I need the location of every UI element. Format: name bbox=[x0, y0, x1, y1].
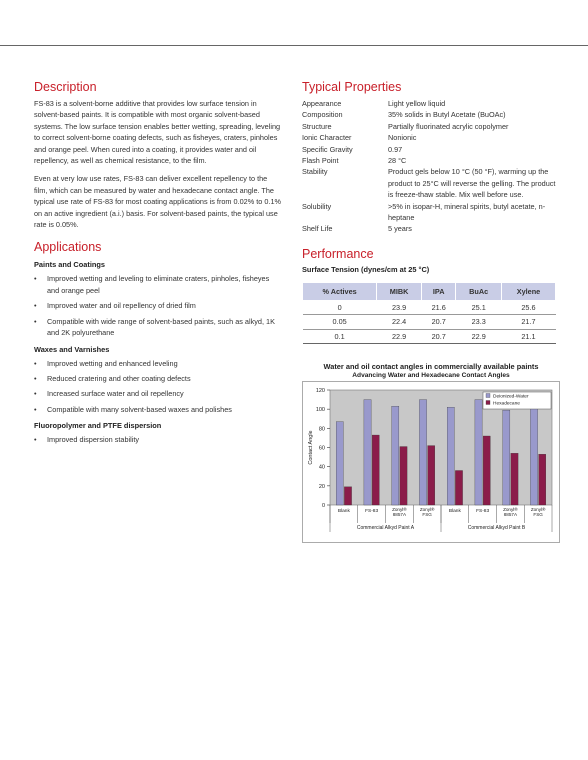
property-row bbox=[302, 121, 560, 132]
property-value: 35% solids in Butyl Acetate (BuOAc) bbox=[388, 110, 506, 120]
property-row bbox=[302, 132, 560, 143]
table-header-cell: Xylene bbox=[501, 282, 555, 300]
application-item: • Compatible with many solvent-based waxes and polishes bbox=[34, 404, 282, 415]
table-row bbox=[303, 329, 556, 343]
property-row bbox=[302, 144, 560, 155]
bar-hexadecane bbox=[400, 447, 407, 505]
property-value: Partially fluorinated acrylic copolymer bbox=[388, 121, 509, 131]
left-column bbox=[34, 80, 282, 450]
x-tick-label: Zonyl® bbox=[392, 507, 407, 513]
bar-hexadecane bbox=[372, 435, 379, 505]
table-cell: 23.3 bbox=[456, 315, 502, 329]
application-list bbox=[34, 434, 282, 445]
application-item: • Increased surface water and oil repellency bbox=[34, 388, 282, 399]
property-row bbox=[302, 98, 560, 109]
application-item: • Improved water and oil repellency of dried film bbox=[34, 300, 282, 311]
bar-deionized-water bbox=[503, 410, 510, 505]
property-value: Product gels below 10 °C (50 °F), warming up the product to 25°C will reverse the gelling. The product is freeze-thaw stable. Mix well before use. bbox=[388, 167, 556, 200]
x-tick-label: Zonyl® bbox=[503, 507, 518, 513]
applications-heading: Applications bbox=[34, 240, 102, 255]
typical-properties-heading: Typical Properties bbox=[302, 80, 402, 94]
application-item: • Improved wetting and leveling to eliminate craters, pinholes, fisheyes and orange peel bbox=[34, 273, 282, 296]
table-cell: 0.05 bbox=[303, 315, 377, 329]
description-paragraph: Even at very low use rates, FS-83 can deliver excellent repellency to the film, which can be measured by water and hexadecane contact angle. The typical use rate of FS-83 for most coating applications is from 0.02% to 0.1% on an active ingredient (a.i.) basis. For solvent-based paints, the typical use rate is 0.05%. bbox=[34, 174, 281, 230]
chart-subtitle: Advancing Water and Hexadecane Contact Angles bbox=[352, 372, 510, 380]
applications-section bbox=[34, 240, 282, 445]
property-key: Ionic Character bbox=[302, 133, 352, 143]
property-key: Structure bbox=[302, 121, 332, 131]
contact-angle-chart bbox=[302, 381, 560, 543]
property-key: Solubility bbox=[302, 201, 332, 211]
property-value: Light yellow liquid bbox=[388, 99, 446, 108]
application-item: • Improved wetting and enhanced leveling bbox=[34, 358, 282, 369]
bar-hexadecane bbox=[344, 487, 351, 505]
bar-hexadecane bbox=[483, 436, 490, 505]
x-tick-label: 8857A bbox=[503, 512, 518, 518]
property-value: 5 years bbox=[388, 224, 412, 234]
x-tick-label: Zonyl® bbox=[419, 507, 435, 513]
performance-section bbox=[302, 247, 560, 543]
surface-tension-title: Surface Tension (dynes/cm at 25 °C) bbox=[302, 264, 430, 274]
y-tick-label: 0 bbox=[321, 503, 325, 510]
description-heading: Description bbox=[34, 80, 97, 94]
table-header-cell: BuAc bbox=[456, 282, 502, 300]
table-header-cell: % Actives bbox=[303, 282, 377, 300]
application-item: • Improved dispersion stability bbox=[34, 434, 282, 445]
table-header-cell: MIBK bbox=[377, 282, 422, 300]
application-list bbox=[34, 358, 282, 416]
property-value: 28 °C bbox=[388, 156, 407, 166]
property-key: Stability bbox=[302, 167, 328, 177]
legend-swatch bbox=[486, 394, 490, 398]
property-key: Appearance bbox=[302, 99, 342, 108]
bar-hexadecane bbox=[455, 471, 462, 506]
table-cell: 25.6 bbox=[501, 300, 555, 314]
legend-label: Deionized-Water bbox=[493, 394, 529, 400]
legend-swatch bbox=[486, 401, 490, 405]
table-row bbox=[303, 300, 556, 314]
bar-deionized-water bbox=[475, 400, 482, 505]
table-row bbox=[303, 315, 556, 329]
application-groups bbox=[34, 260, 282, 445]
x-tick-label: Zonyl® bbox=[530, 507, 546, 513]
description-paragraph: FS-83 is a solvent-borne additive that provides low surface tension in solvent-based paints. It is compatible with most organic solvent-based systems. The low surface tension enables better wetting, spreading, leveling to correct solvent-borne coating defects, such as fisheyes, craters, pinholes and orange peel. When cured into a coating, it provides water and oil repellency, as well as chemical resistance, to the film. bbox=[34, 99, 281, 166]
table-cell: 0.1 bbox=[303, 329, 377, 343]
y-tick-label: 60 bbox=[318, 445, 325, 452]
x-tick-label: Blank bbox=[448, 509, 461, 515]
property-key: Specific Gravity bbox=[302, 144, 353, 154]
property-row bbox=[302, 166, 560, 200]
table-cell: 20.7 bbox=[421, 329, 455, 343]
table-cell: 0 bbox=[303, 300, 377, 314]
bar-deionized-water bbox=[530, 401, 537, 505]
bar-deionized-water bbox=[336, 422, 343, 505]
property-value: Nonionic bbox=[388, 133, 417, 143]
x-tick-label: 8857A bbox=[392, 512, 407, 518]
chart-title: Water and oil contact angles in commercially available paints bbox=[323, 362, 539, 372]
table-cell: 22.9 bbox=[377, 329, 422, 343]
surface-tension-table bbox=[302, 282, 556, 344]
x-tick-label: FS-83 bbox=[476, 509, 490, 515]
property-key: Shelf Life bbox=[302, 224, 333, 234]
bar-hexadecane bbox=[511, 453, 518, 505]
group-label: Commercial Alkyd Paint A bbox=[356, 525, 415, 532]
application-group-title: Paints and Coatings bbox=[34, 260, 106, 270]
bar-hexadecane bbox=[428, 446, 435, 505]
property-value: >5% in isopar-H, mineral spirits, butyl acetate, n-heptane bbox=[388, 201, 546, 223]
table-cell: 25.1 bbox=[456, 300, 502, 314]
y-axis-label: Contact Angle bbox=[308, 430, 314, 465]
bar-deionized-water bbox=[364, 400, 371, 505]
property-row bbox=[302, 201, 560, 224]
x-tick-label: FSG bbox=[533, 512, 543, 518]
y-tick-label: 40 bbox=[318, 464, 325, 471]
legend-label: Hexadecane bbox=[493, 401, 520, 407]
y-tick-label: 80 bbox=[318, 426, 325, 433]
bar-deionized-water bbox=[447, 407, 454, 505]
property-row bbox=[302, 223, 560, 234]
table-header-cell: IPA bbox=[421, 282, 455, 300]
application-item: • Reduced cratering and other coating defects bbox=[34, 373, 282, 384]
performance-heading: Performance bbox=[302, 246, 374, 261]
properties-list bbox=[302, 98, 560, 235]
description-section bbox=[34, 80, 282, 230]
property-row bbox=[302, 155, 560, 166]
group-label: Commercial Alkyd Paint B bbox=[467, 525, 526, 532]
application-list bbox=[34, 273, 282, 338]
y-tick-label: 120 bbox=[315, 388, 325, 395]
property-key: Composition bbox=[302, 110, 343, 120]
bar-deionized-water bbox=[392, 406, 399, 505]
application-group-title: Waxes and Varnishes bbox=[34, 344, 110, 354]
bar-deionized-water bbox=[419, 400, 426, 505]
table-cell: 20.7 bbox=[421, 315, 455, 329]
y-tick-label: 20 bbox=[318, 483, 325, 490]
x-tick-label: Blank bbox=[337, 509, 350, 515]
property-row bbox=[302, 109, 560, 120]
top-rule bbox=[0, 45, 588, 46]
application-item: • Compatible with wide range of solvent-based paints, such as alkyd, 1K and 2K polyurethane bbox=[34, 316, 282, 339]
x-tick-label: FS-83 bbox=[365, 509, 379, 515]
typical-properties-section bbox=[302, 80, 560, 235]
right-column bbox=[302, 80, 560, 543]
property-value: 0.97 bbox=[388, 144, 403, 154]
table-cell: 22.4 bbox=[377, 315, 422, 329]
table-cell: 23.9 bbox=[377, 300, 422, 314]
bar-hexadecane bbox=[539, 454, 546, 505]
y-tick-label: 100 bbox=[315, 407, 325, 414]
property-key: Flash Point bbox=[302, 156, 339, 166]
table-cell: 21.6 bbox=[421, 300, 455, 314]
x-tick-label: FSG bbox=[422, 512, 432, 518]
application-group-title: Fluoropolymer and PTFE dispersion bbox=[34, 421, 162, 431]
table-cell: 22.9 bbox=[456, 329, 502, 343]
table-cell: 21.7 bbox=[501, 315, 555, 329]
table-cell: 21.1 bbox=[501, 329, 555, 343]
